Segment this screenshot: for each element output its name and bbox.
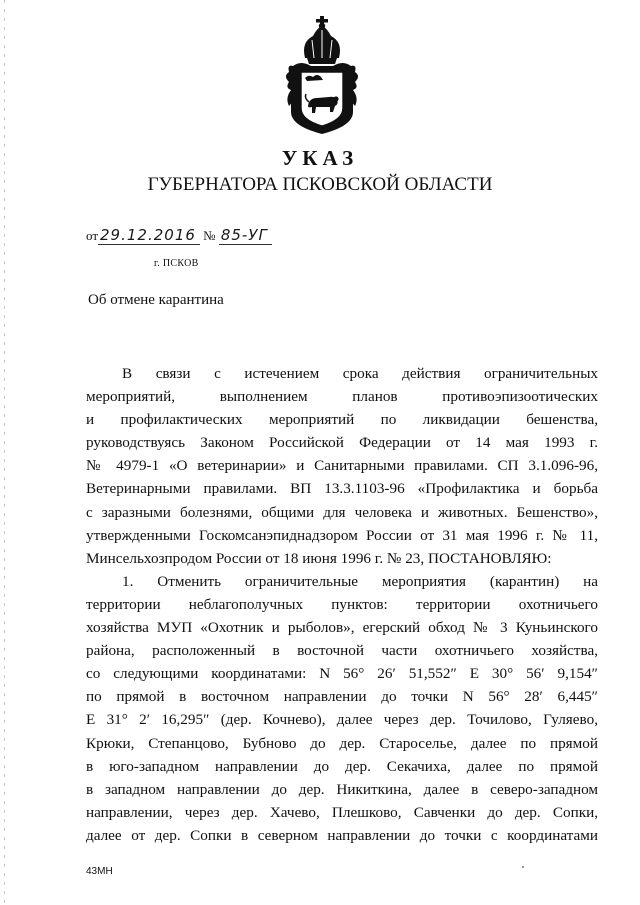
body-line: со следующими координатами: N 56° 26′ 51,552″ E 30° 56′ 9,154″ [86,665,598,683]
document-subtitle: ГУБЕРНАТОРА ПСКОВСКОЙ ОБЛАСТИ [147,174,493,195]
body-line: Ветеринарными правилами. ВП 13.3.1103-96 «Профилактика и борьба [86,480,598,498]
body-line: 1. Отменить ограничительные мероприятия (карантин) на [122,572,598,590]
document-subject: Об отмене карантина [88,292,224,308]
place-of-issue: г. ПСКОВ [154,258,199,269]
body-line: утвержденными Госкомсанэпиднадзором России от 31 мая 1996 г. № 11, [86,526,598,544]
body-line: далее от дер. Сопки в северном направлении до точки с координатами [86,826,598,844]
page-edge [4,0,5,905]
body-line: № 4979-1 «О ветеринарии» и Санитарными правилами. СП 3.1.096-96, [86,457,598,475]
body-line: в западном направлении до дер. Никиткина, далее в северо-западном [86,780,598,798]
body-line: мероприятий, выполнением планов противоэпизоотических [86,388,598,406]
scan-speck [522,866,524,868]
body-line: в юго-западном направлении до дер. Секачиха, далее по прямой [86,757,598,775]
footer-code: 43МН [86,866,113,877]
body-line: хозяйства МУП «Охотник и рыболов», егерский обход № 3 Куньинского [86,619,598,637]
body-line: направлении, через дер. Хачево, Плешково, Савченки до дер. Сопки, [86,803,598,821]
body-line: и профилактических мероприятий по ликвидации бешенства, [86,411,598,429]
date-prefix: от [86,228,99,243]
handwritten-date: 29.12.2016 [98,226,200,245]
body-line: с заразными болезнями, общими для человека и животных. Бешенство», [86,503,598,521]
pskov-coat-of-arms-icon [283,14,361,138]
body-line: по прямой в восточном направлении до точки N 56° 28′ 6,445″ [86,688,598,706]
body-line: руководствуясь Законом Российской Федерации от 14 мая 1993 г. [86,434,598,452]
document-title: УКАЗ [281,146,359,170]
body-line: E 31° 2′ 16,295″ (дер. Кочнево), далее через дер. Точилово, Гуляево, [86,711,598,729]
number-prefix: № [203,228,216,243]
document-body [86,362,598,847]
body-line: территории неблагополучных пунктов: территории охотничьего [86,595,598,613]
handwritten-number: 85-УГ [219,226,272,245]
body-line: В связи с истечением срока действия ограничительных [122,365,598,382]
document-meta [86,226,272,245]
body-line: Минсельхозпродом России от 18 июня 1996 г. № 23, ПОСТАНОВЛЯЮ: [86,549,552,567]
body-line: района, расположенный в восточной части охотничьего хозяйства, [86,642,598,660]
body-line: Крюки, Степанцово, Бубново до дер. Староселье, далее по прямой [86,734,598,752]
